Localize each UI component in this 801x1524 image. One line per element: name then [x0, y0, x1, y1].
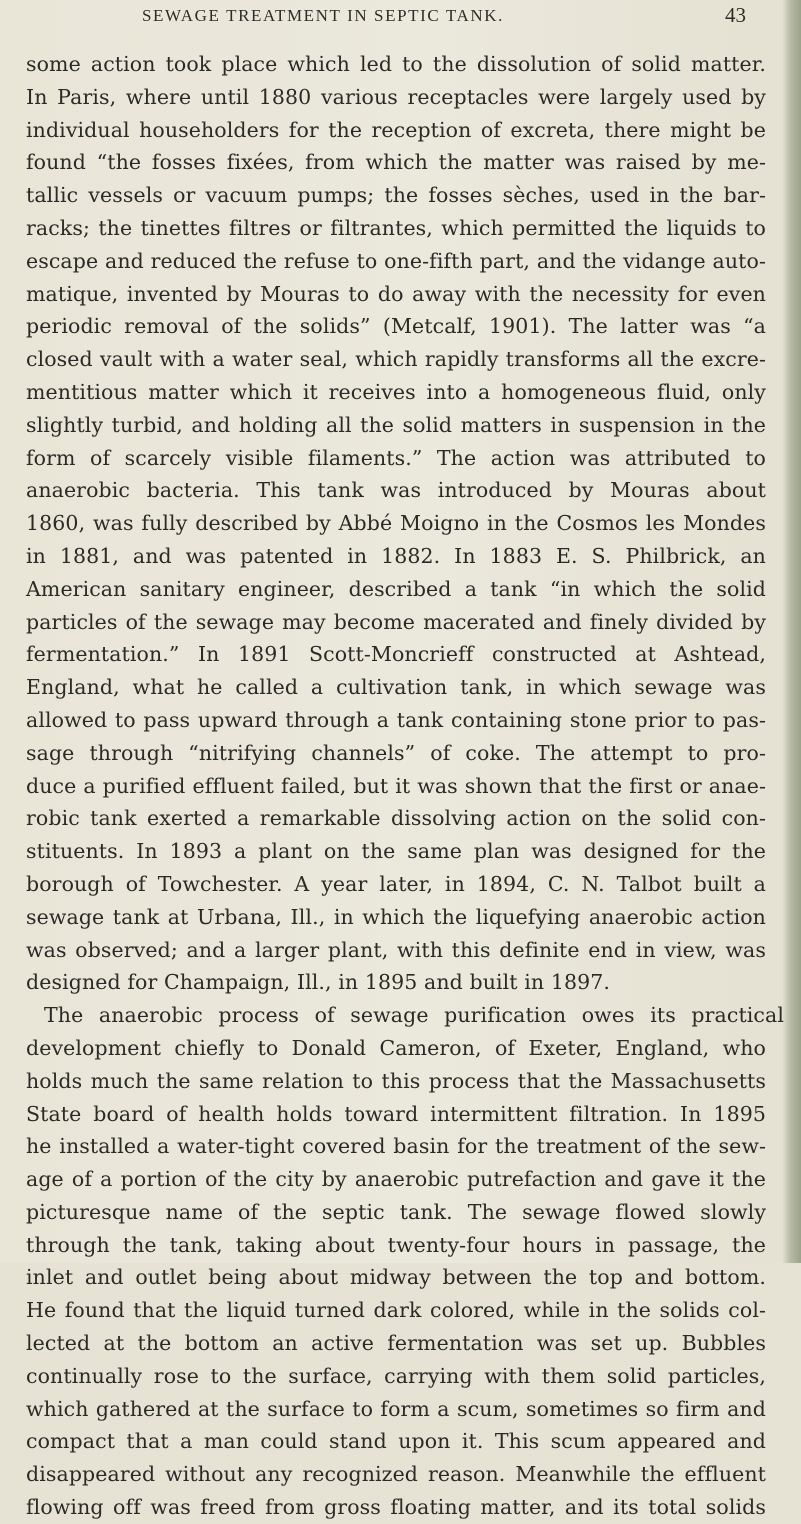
text-line: picturesque name of the septic tank. The sewage flowed slowly	[26, 1199, 766, 1224]
body-text	[26, 48, 784, 1524]
text-line: he installed a water-tight covered basin for the treatment of the sew-	[26, 1134, 766, 1159]
text-line: slightly turbid, and holding all the solid matters in suspension in the	[26, 412, 766, 437]
text-line: periodic removal of the solids” (Metcalf, 1901). The latter was “a	[26, 314, 766, 339]
text-line: 1860, was fully described by Abbé Moigno in the Cosmos les Mondes	[26, 511, 766, 536]
text-line: holds much the same relation to this process that the Massachusetts	[26, 1068, 766, 1093]
text-line: sewage tank at Urbana, Ill., in which the liquefying anaerobic action	[26, 904, 766, 929]
text-line: continually rose to the surface, carrying with them solid particles,	[26, 1363, 766, 1388]
text-line: anaerobic bacteria. This tank was introduced by Mouras about	[26, 478, 766, 503]
text-line: allowed to pass upward through a tank containing stone prior to pas-	[26, 707, 766, 732]
text-line: age of a portion of the city by anaerobic putrefaction and gave it the	[26, 1167, 766, 1192]
text-line: disappeared without any recognized reason. Meanwhile the effluent	[26, 1462, 766, 1487]
text-line: stituents. In 1893 a plant on the same plan was designed for the	[26, 839, 766, 864]
text-line: sage through “nitrifying channels” of coke. The attempt to pro-	[26, 740, 766, 765]
text-line: which gathered at the surface to form a scum, sometimes so firm and	[26, 1396, 766, 1421]
text-line: individual householders for the reception of excreta, there might be	[26, 117, 766, 142]
text-line: In Paris, where until 1880 various receptacles were largely used by	[26, 84, 766, 109]
text-line: matique, invented by Mouras to do away with the necessity for even	[26, 281, 766, 306]
page-number: 43	[725, 3, 746, 27]
text-line: through the tank, taking about twenty-four hours in passage, the	[26, 1232, 766, 1257]
text-line: particles of the sewage may become macerated and finely divided by	[26, 609, 766, 634]
text-line: American sanitary engineer, described a tank “in which the solid	[26, 576, 766, 601]
text-line: in 1881, and was patented in 1882. In 1883 E. S. Philbrick, an	[26, 543, 766, 568]
running-head	[0, 3, 790, 36]
text-line: found “the fosses fixées, from which the matter was raised by me-	[26, 150, 766, 175]
text-line: lected at the bottom an active fermentation was set up. Bubbles	[26, 1331, 766, 1356]
text-line: development chiefly to Donald Cameron, of Exeter, England, who	[26, 1035, 766, 1060]
text-line: borough of Towchester. A year later, in 1894, C. N. Talbot built a	[26, 871, 766, 896]
text-line: robic tank exerted a remarkable dissolving action on the solid con-	[26, 806, 766, 831]
text-line: duce a purified effluent failed, but it was shown that the first or anae-	[26, 773, 766, 798]
text-line: England, what he called a cultivation tank, in which sewage was	[26, 675, 766, 700]
text-line: State board of health holds toward intermittent filtration. In 1895	[26, 1101, 766, 1126]
text-line: inlet and outlet being about midway between the top and bottom.	[26, 1265, 766, 1290]
text-line: some action took place which led to the dissolution of solid matter.	[26, 52, 766, 76]
text-line-paragraph-start: The anaerobic process of sewage purification owes its practical	[44, 1003, 784, 1028]
text-line: escape and reduced the refuse to one-fifth part, and the vidange auto-	[26, 248, 766, 273]
text-line: mentitious matter which it receives into a homogeneous fluid, only	[26, 379, 766, 404]
text-line: closed vault with a water seal, which rapidly transforms all the excre-	[26, 347, 766, 372]
text-line: racks; the tinettes filtres or filtrantes, which permitted the liquids to	[26, 215, 766, 240]
text-line: flowing off was freed from gross floating matter, and its total solids	[26, 1495, 766, 1520]
text-line: He found that the liquid turned dark colored, while in the solids col-	[26, 1298, 766, 1323]
text-line: tallic vessels or vacuum pumps; the fosses sèches, used in the bar-	[26, 183, 766, 208]
page-gutter	[783, 0, 801, 1263]
text-line-paragraph-end: designed for Champaign, Ill., in 1895 and built in 1897.	[26, 970, 611, 995]
text-line: form of scarcely visible filaments.” The action was attributed to	[26, 445, 766, 470]
running-title: SEWAGE TREATMENT IN SEPTIC TANK.	[142, 6, 504, 25]
text-line: fermentation.” In 1891 Scott-Moncrieff constructed at Ashtead,	[26, 642, 766, 667]
text-line: was observed; and a larger plant, with this definite end in view, was	[26, 937, 766, 962]
text-line: compact that a man could stand upon it. This scum appeared and	[26, 1429, 766, 1454]
